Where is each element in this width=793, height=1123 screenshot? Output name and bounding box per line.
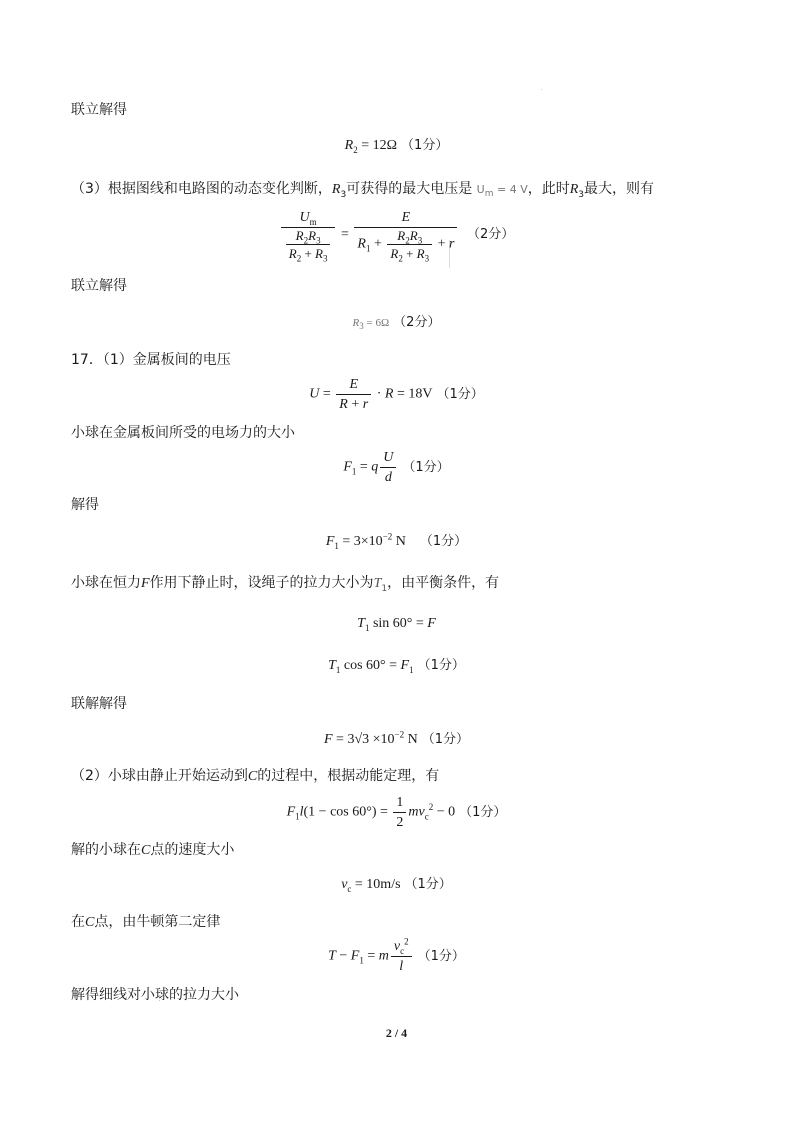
unit: N	[404, 732, 418, 747]
question-17-header	[71, 350, 231, 370]
text-line: 联立解得	[71, 278, 127, 294]
eq-body: cos 60° =	[343, 658, 401, 673]
text-segment: 作用下静止时，设绳子的拉力大小为	[149, 575, 374, 591]
text-line: 小球在金属板间所受的电场力的大小	[71, 425, 295, 441]
text-segment: （2）小球由静止开始运动到	[71, 768, 248, 784]
text-segment: 可获得的最大电压是	[346, 181, 473, 197]
text-segment: 在	[71, 914, 85, 930]
exponent: −2	[394, 729, 405, 740]
score-note: （1分）	[421, 732, 470, 747]
page-number: 2 / 4	[385, 1026, 408, 1040]
text-line: （3）根据图线和电路图的动态变化判断，$R_3$可获得的最大电压是 $U_m = 4$ V，此时$R_3$最大，则有	[71, 181, 655, 200]
score-note: （1分）	[436, 386, 484, 402]
eq-value: = 3×10	[342, 534, 383, 549]
text-segment: 点的速度大小	[150, 842, 235, 858]
text-segment: ，由平衡条件，有	[387, 575, 500, 591]
score-note: （1分）	[417, 658, 465, 673]
unit: N	[392, 534, 406, 549]
score-note: （1分）	[402, 459, 450, 475]
eq-body: =	[363, 948, 379, 964]
equation-u: U = $\frac{E}{R + r}$ · R = 18V （1分）	[309, 377, 484, 412]
text-line: 解得	[71, 497, 99, 513]
score-note: （1分）	[401, 138, 449, 153]
score-note: （1分）	[419, 534, 468, 549]
um-inline: $U_m = 4$ V	[476, 183, 528, 200]
text-segment: 点，由牛顿第二定律	[94, 914, 221, 930]
text-line: 解的小球在C点的速度大小	[71, 842, 235, 858]
text-line: （2）小球由静止开始运动到C的过程中，根据动能定理，有	[71, 768, 440, 784]
eq-body: − 0	[433, 804, 456, 820]
text-segment: 最大，则有	[584, 181, 655, 197]
eq-value: = 3√3 ×10	[332, 732, 395, 747]
score-note: （1分）	[459, 804, 507, 820]
text-line: 联立解得	[71, 102, 127, 118]
equation-r2: $R_2 = 12\Omega$ （1分）	[344, 138, 449, 155]
question-number: 17．	[71, 352, 103, 368]
equation-f1: $F_1 = q$ $\frac{U}{d}$ （1分）	[343, 450, 450, 485]
text-line: 解得细线对小球的拉力大小	[71, 987, 239, 1003]
eq-value: = 12Ω	[361, 138, 398, 153]
equation-r3: $R_3 = 6\Omega$ （2分）	[352, 315, 441, 332]
equation-energy: $F_1l(1 - \cos 60^\circ)$ = $\frac{1}{2}$ $mv_c^2 - 0$ （1分）	[286, 795, 507, 830]
text-segment: ，此时	[527, 181, 570, 197]
equation-um: $\frac{U_m}{\frac{R_2R_3}{R_2 + R_3}}$ = E $R_1$ + $\frac{R_2R_3}{R_2 + R_3}$ + r （2分）	[0, 209, 793, 261]
score-note: （1分）	[404, 877, 452, 892]
score-note: （2分）	[466, 227, 515, 243]
equation-newton: $T - F_1 = m$ $\frac{v_c^2}{l}$ （1分）	[328, 936, 465, 974]
exponent: −2	[382, 531, 393, 542]
equation-f1-value: $F_1 = 3\times 10^{-2}$ N （1分）	[325, 531, 468, 551]
equation-vc: $v_c = 10m/s$ （1分）	[341, 877, 452, 894]
text-segment: （3）根据图线和电路图的动态变化判断，	[71, 181, 332, 197]
eq-body: (1 − cos 60°) =	[303, 804, 392, 820]
text-segment: 小球在恒力	[71, 575, 141, 591]
equation-f: $F = 3√3 \times 10^{-2}$ N （1分）	[323, 729, 470, 747]
text-segment: 解的小球在	[71, 842, 141, 858]
eq-body: sin 60° =	[372, 616, 428, 631]
text-line: 在C点，由牛顿第二定律	[71, 914, 221, 930]
eq-value: = 18V	[396, 386, 433, 402]
equation-t1-sin: $T_1$ sin 60° = F	[357, 616, 436, 633]
text-line: 小球在恒力F作用下静止时，设绳子的拉力大小为$T_1$，由平衡条件，有	[71, 575, 500, 594]
score-note: （2分）	[393, 315, 441, 330]
eq-value: = 10m/s	[351, 877, 401, 892]
frac-right: E $R_1$ + $\frac{R_2R_3}{R_2 + R_3}$ + r	[354, 209, 457, 261]
score-note: （1分）	[417, 948, 465, 964]
frac-left: $\frac{U_m}{\frac{R_2R_3}{R_2 + R_3}}$	[281, 209, 336, 261]
text-segment: 的过程中，根据动能定理，有	[257, 768, 440, 784]
equation-t1-cos: $T_1$ $\cos 60^\circ = F_1$ （1分）	[328, 658, 465, 675]
text-segment: （1）金属板间的电压	[102, 352, 231, 368]
text-line: 联解解得	[71, 696, 127, 712]
scan-speck	[541, 89, 542, 90]
